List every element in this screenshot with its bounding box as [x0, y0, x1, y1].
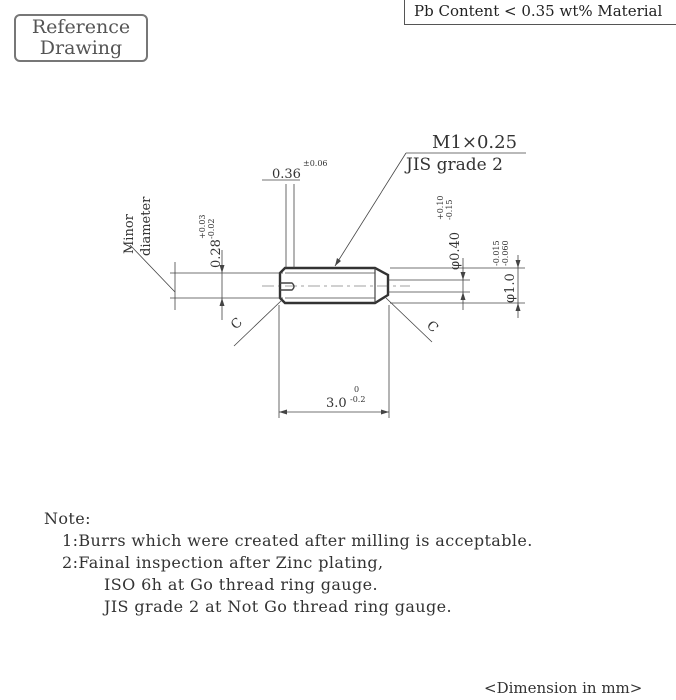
material-spec-box: Pb Content < 0.35 wt% Material — [404, 0, 676, 25]
major-dia-value: φ1.0 — [503, 273, 518, 303]
note-2b: JIS grade 2 at Not Go thread ring gauge. — [104, 597, 452, 616]
note-2: 2:Fainal inspection after Zinc plating, — [62, 553, 384, 572]
slot-width-value: 0.36 — [272, 167, 301, 182]
chamfer-right-label: C — [423, 318, 441, 336]
slot-width-tol: ±0.06 — [303, 159, 328, 168]
thread-spec-label: M1×0.25 — [432, 132, 518, 153]
dimension-unit-label: <Dimension in mm> — [484, 679, 643, 697]
stamp-line-2: Drawing — [39, 37, 123, 59]
thread-grade-label: JIS grade 2 — [406, 155, 503, 175]
point-dia-tol-lower: -0.15 — [445, 199, 454, 220]
notes-block — [44, 508, 533, 618]
note-2a: ISO 6h at Go thread ring gauge. — [104, 575, 379, 594]
point-dia-tol-upper: +0.10 — [436, 195, 445, 220]
chamfer-left-label: C — [228, 315, 246, 333]
minor-dia-value: 0.28 — [209, 239, 224, 268]
minor-dia-tol-upper: +0.03 — [198, 214, 207, 239]
note-1: 1:Burrs which were created after milling is acceptable. — [62, 531, 533, 550]
major-dia-tol-upper: -0.015 — [492, 240, 501, 266]
minor-label-1: Minor — [122, 214, 137, 254]
major-dia-tol-lower: -0.060 — [501, 240, 510, 266]
point-dia-value: φ0.40 — [448, 231, 463, 270]
length-value: 3.0 — [326, 396, 347, 411]
slot-outline — [280, 283, 294, 290]
minor-label-2: diameter — [139, 196, 154, 256]
stamp-line-1: Reference — [31, 16, 131, 38]
length-tol-upper: 0 — [354, 385, 360, 394]
minor-dia-tol-lower: -0.02 — [207, 218, 216, 239]
length-tol-lower: -0.2 — [350, 395, 366, 404]
notes-title: Note: — [44, 509, 91, 528]
